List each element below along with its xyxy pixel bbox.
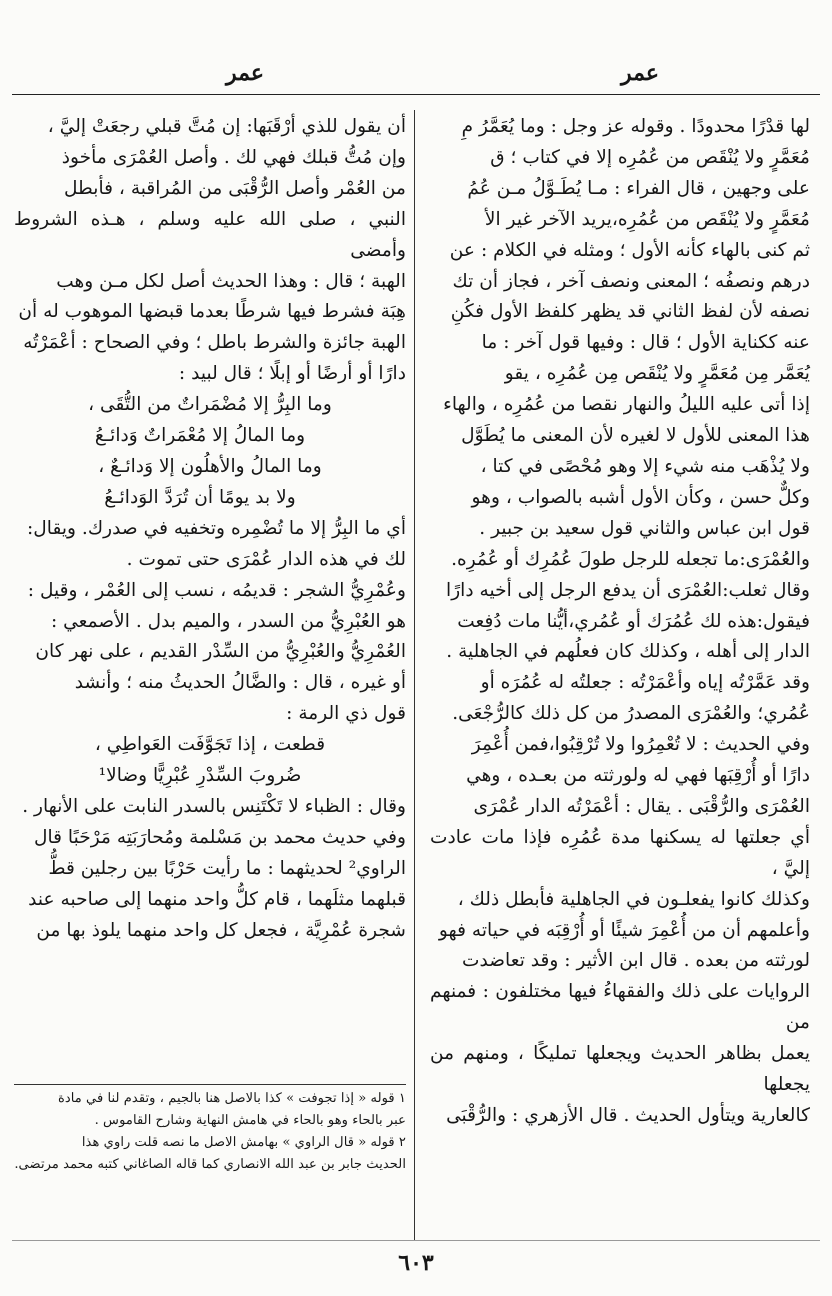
text-line: النبي ، صلى الله عليه وسلم ، هـذه الشروط وأمضى (14, 208, 406, 261)
text-line: دارًا أو أُرْقِبَها فهي له ولورثته من بعـده ، وهي (466, 765, 810, 787)
text-line: والعُمْرَى:ما تجعله للرجل طولَ عُمُرِك أو عُمُرِه. (451, 548, 810, 570)
text-line: أو غيره ، قال : والضَّالُ الحديثُ منه ؛ وأنشد (74, 672, 406, 694)
verse-line: ضُروبَ السِّدْرِ عُبْرِيًّا وضالا¹ (98, 765, 302, 787)
text-line: شجرة عُمْرِيَّة ، فجعل كل واحد منهما يلوذ بها من (36, 919, 406, 941)
text-line: نصفه لأن لفظ الثاني قد يظهر كلفظ الأول فكُنِ (450, 301, 810, 323)
text-line: الروايات على ذلك والفقهاءُ فيها مختلفون : فمنهم من (430, 981, 810, 1034)
text-line: وقال ثعلب:العُمْرَى أن يدفع الرجل إلى أخيه دارًا (446, 579, 810, 601)
text-line: ثم كنى بالهاء كأنه الأول ؛ ومثله في الكلام : عن (449, 239, 810, 261)
text-line: وفي الحديث : لا تُعْمِرُوا ولا تُرْقِبُوا،فمن أُعْمِرَ (471, 734, 810, 756)
footer-rule (12, 1240, 820, 1241)
column-divider (414, 110, 415, 1240)
footnote-line: ٢ قوله « قال الراوي » بهامش الاصل ما نصه قلت راوي هذا (81, 1135, 406, 1150)
text-line: أي ما البِرُّ إلا ما تُضْمِره وتخفيه في صدرك. ويقال: (27, 517, 406, 539)
footnotes (14, 1088, 406, 1176)
footnote-line: ١ قوله « إذا تجوفت » كذا بالاصل هنا بالجيم ، وتقدم لنا في مادة (58, 1091, 406, 1106)
verse-line: وما المالُ إلا مُعْمَراتٌ وَدائـعُ (94, 425, 306, 447)
text-line: لورثته من بعده . قال ابن الأثير : وقد تعاضدت (462, 950, 810, 972)
text-line: قبلهما مثلَهما ، قام كلُّ واحد منهما إلى صاحبه عند (28, 888, 406, 910)
text-line: وإن مُتُّ قبلك فهي لك . وأصل العُمْرَى مأخوذ (61, 146, 406, 168)
page-number: ٦٠٣ (398, 1250, 434, 1276)
text-line: من العُمْر وأصل الرُّقْبَى من المُراقبة ، فأبطل (63, 177, 406, 199)
text-line: وقال : الظباء لا تَكْتَنِس بالسدر النابت على الأنهار . (22, 795, 406, 817)
text-line: إذا أتى عليه الليلُ والنهار نقصا من عُمُرِه ، والهاء (443, 394, 810, 416)
footnote-rule (14, 1084, 406, 1085)
running-headword-right: عمر (621, 60, 659, 86)
left-column (14, 112, 406, 946)
text-line: ولا يُذْهَب منه شيء إلا وهو مُحْصًى في كتا ، (480, 455, 810, 477)
text-line: وكلٌّ حسن ، وكأن الأول أشبه بالصواب ، وهو (471, 486, 810, 508)
text-line: هِبَة فشرط فيها شرطًا بعدما قبضها الموهوب له أن (18, 301, 406, 323)
header-rule (12, 94, 820, 95)
text-line: مُعَمَّرٍ ولا يُنْقَص من عُمُرِه إلا في كتاب ؛ ق (490, 146, 810, 168)
text-line: الهبة ؛ قال : وهذا الحديث أصل لكل مـن وهب (56, 270, 406, 292)
text-line: العُمْرِيُّ والعُبْرِيُّ من السِّدْر القديم ، على نهر كان (35, 641, 406, 663)
text-line: لك في هذه الدار عُمْرَى حتى تموت . (126, 548, 406, 570)
text-line: وقد عَمَّرْتُه إياه وأعْمَرْتُه : جعلتُه له عُمُرَه أو (480, 672, 810, 694)
text-line: درهم ونصفُه ؛ المعنى ونصف آخر ، فجاز أن تك (452, 270, 810, 292)
text-line: يعمل بظاهر الحديث ويجعلها تمليكًا ، ومنهم من يجعلها (430, 1043, 810, 1096)
verse-line: وما البِرُّ إلا مُضْمَراتٌ من التُّقَى ، (88, 394, 332, 416)
text-line: أي جعلتها له يسكنها مدة عُمُرِه فإذا مات عادت إليَّ ، (430, 826, 810, 879)
text-line: أن يقول للذي أرْقَبَها: إن مُتَّ قبلي رجعَتْ إليَّ ، (47, 116, 406, 137)
text-line: وكذلك كانوا يفعلـون في الجاهلية فأبطل ذلك ، (457, 888, 810, 910)
text-line: قول ذي الرمة : (286, 703, 406, 725)
text-line: يُعَمَّر مِن مُعَمَّرٍ ولا يُنْقَص مِن عُمُرِه ، يقو (504, 363, 810, 385)
verse-line: وما المالُ والأهلُون إلا وَدائـعٌ ، (98, 455, 322, 477)
text-line: الراوي² لحديثهما : ما رأيت حَرْبًا بين رجلين قطُّ (48, 857, 406, 879)
footnote-line: الحديث جابر بن عبد الله الانصاري كما قاله الصاغاني كتبه محمد مرتضى. (14, 1157, 406, 1172)
text-line: على وجهين ، قال الفراء : مـا يُطَـوَّلُ مـن عُمُ (467, 177, 810, 199)
text-line: دارًا أو أرضًا أو إبلًا ؛ قال لبيد : (178, 363, 406, 385)
text-line: وأعلمهم أن من أُعْمِرَ شيئًا أو أُرْقِبَه في حياته فهو (438, 919, 810, 941)
text-line: فيقول:هذه لك عُمُرَك أو عُمُري،أيُّنا مات دُفِعت (457, 610, 810, 632)
text-line: هذا المعنى للأول لا لغيره لأن المعنى ما يُطَوَّل (461, 425, 810, 447)
text-line: وعُمْرِيُّ الشجر : قديمُه ، نسب إلى العُمْر ، وقيل : (27, 579, 406, 601)
text-line: وفي حديث محمد بن مَسْلمة ومُحارَبَتِه مَرْحَبًا قال (33, 826, 406, 848)
text-line: الدار إلى أهله ، وكذلك كان فعلُهم في الجاهلية . (446, 641, 810, 663)
verse-line: ولا بد يومًا أن تُرَدَّ الوَدائـعُ (104, 486, 296, 508)
text-line: مُعَمَّرٍ ولا يُنْقَص من عُمُرِه،يريد الآخر غير الأ (484, 208, 810, 230)
right-column (430, 112, 810, 1132)
text-line: عُمُري؛ والعُمْرَى المصدرُ من كل ذلك كالرُّجْعَى. (452, 703, 810, 725)
text-line: كالعارية ويتأول الحديث . قال الأزهري : والرُّقْبَى (446, 1105, 810, 1126)
running-headword-left: عمر (226, 60, 264, 86)
text-line: الهبة جائزة والشرط باطل ؛ وفي الصحاح : أعْمَرْتُه (23, 332, 406, 354)
text-line: العُمْرَى والرُّقْبَى . يقال : أعْمَرْتُه الدار عُمْرَى (473, 795, 810, 817)
text-line: قول ابن عباس والثاني قول سعيد بن جبير . (479, 517, 810, 539)
text-line: هو العُبْرِيُّ من السدر ، والميم بدل . الأصمعي : (50, 610, 406, 632)
text-line: لها قدْرًا محدودًا . وقوله عز وجل : وما يُعَمَّرُ مِ (461, 116, 810, 137)
footnote-line: عبر بالحاء وهو بالحاء في هامش النهاية وشارح القاموس . (94, 1113, 406, 1128)
verse-line: قطعت ، إذا تَجَوَّفَت العَواطِي ، (94, 734, 326, 756)
text-line: عنه ككناية الأول ؛ قال : وفيها قول آخر : ما (481, 332, 810, 354)
